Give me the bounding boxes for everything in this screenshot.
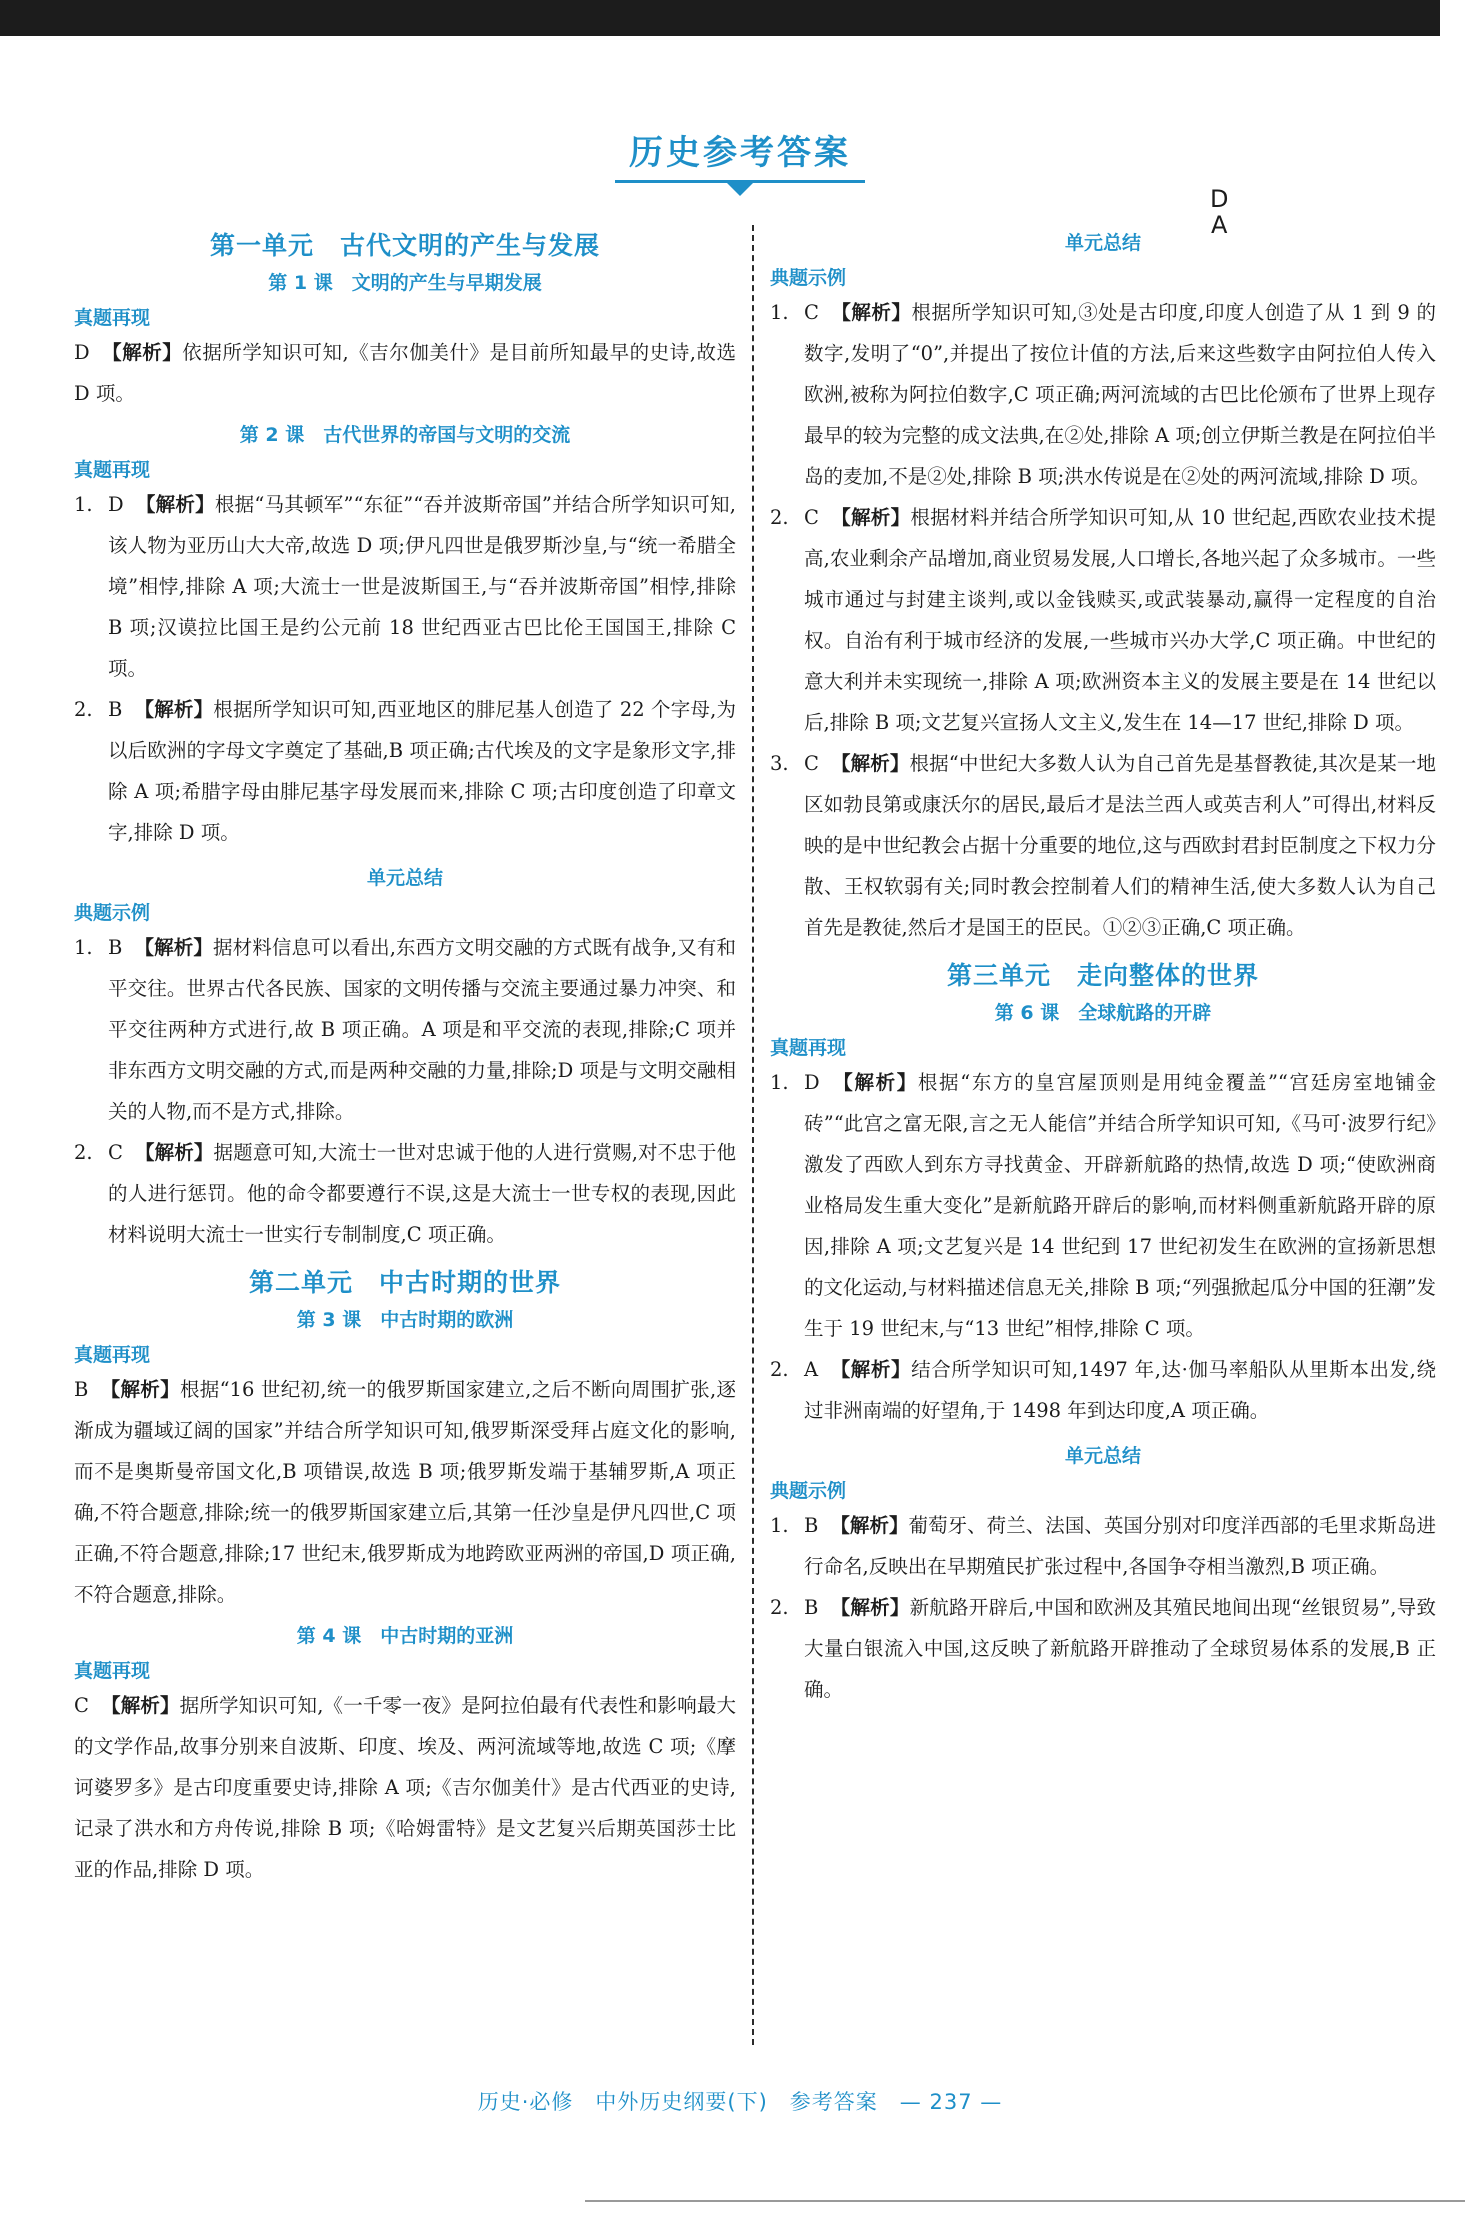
section-label: 典题示例 (770, 1480, 847, 1502)
unit-summary-heading: 单元总结 (1064, 232, 1141, 254)
analysis-label: 【解析】 (831, 1071, 918, 1094)
analysis-text: 根据“16 世纪初,统一的俄罗斯国家建立,之后不断向周围扩张,逐渐成为疆域辽阔的国家”并结合所学知识可知,俄罗斯深受拜占庭文化的影响,而不是奥斯曼帝国文化,B 项错误,故选 B 项;俄罗斯发端于基辅罗斯,A 项正确,不符合题意,排除;统一的俄罗斯国家建立后,其第一任沙皇是伊凡四世,C 项正确,不符合题意,排除;17 世纪末,俄罗斯成为地跨欧亚两洲的帝国,D 项正确,不符合题意,排除。 (74, 1378, 736, 1606)
item-number: 2. (770, 1596, 789, 1619)
analysis-label: 【解析】 (830, 752, 910, 775)
item-number: 1. (74, 936, 93, 959)
item-number: 3. (770, 752, 789, 775)
answer-letter: C (804, 752, 819, 775)
analysis-label: 【解析】 (100, 1378, 180, 1401)
top-scan-bar (0, 0, 1480, 36)
analysis-label: 【解析】 (134, 936, 214, 959)
section-label: 真题再现 (74, 1660, 151, 1682)
answer-letter: D (74, 341, 90, 364)
section-label: 真题再现 (74, 307, 151, 329)
answer-item (770, 497, 1436, 743)
answer-letter: B (108, 698, 123, 721)
analysis-text: 依据所学知识可知,《吉尔伽美什》是目前所知最早的史诗,故选 D 项。 (74, 341, 736, 405)
item-number: 1. (770, 301, 789, 324)
answer-item (74, 1685, 736, 1890)
answer-letter: C (804, 506, 819, 529)
top-scan-edge (1440, 0, 1480, 36)
answer-item (770, 1505, 1436, 1587)
analysis-text: 据题意可知,大流士一世对忠诚于他的人进行赏赐,对不忠于他的人进行惩罚。他的命令都要遵行不误,这是大流士一世专权的表现,因此材料说明大流士一世实行专制制度,C 项正确。 (108, 1141, 736, 1246)
answer-item (74, 484, 736, 689)
bottom-scan-line (585, 2200, 1465, 2202)
analysis-text: 葡萄牙、荷兰、法国、英国分别对印度洋西部的毛里求斯岛进行命名,反映出在早期殖民扩张过程中,各国争夺相当激烈,B 项正确。 (804, 1514, 1436, 1578)
answer-item (770, 1349, 1436, 1431)
right-column (770, 218, 1436, 1710)
analysis-text: 根据“中世纪大多数人认为自己首先是基督教徒,其次是某一地区如勃艮第或康沃尔的居民,最后才是法兰西人或英吉利人”可得出,材料反映的是中世纪教会占据十分重要的地位,这与西欧封君封臣制度之下权力分散、王权软弱有关;同时教会控制着人们的精神生活,使大多数人认为自己首先是教徒,然后才是国王的臣民。①②③正确,C 项正确。 (804, 752, 1436, 939)
lesson-heading: 第 4 课 中古时期的亚洲 (296, 1625, 514, 1647)
answer-letter: C (74, 1694, 89, 1717)
answer-letter: C (108, 1141, 123, 1164)
analysis-label: 【解析】 (100, 1694, 180, 1717)
corner-mark-line: D (1210, 185, 1229, 213)
section-label: 真题再现 (770, 1037, 847, 1059)
column-divider (752, 225, 754, 2045)
item-number: 1. (770, 1514, 789, 1537)
unit-heading: 第三单元 走向整体的世界 (946, 961, 1259, 990)
analysis-label: 【解析】 (830, 301, 912, 324)
analysis-text: 据材料信息可以看出,东西方文明交融的方式既有战争,又有和平交往。世界古代各民族、国家的文明传播与交流主要通过暴力冲突、和平交往两种方式进行,故 B 项正确。A 项是和平交流的表现,排除;C 项并非东西方文明交融的方式,而是两种交融的力量,排除;D 项是与文明交融相关的人物,而不是方式,排除。 (108, 936, 736, 1123)
item-number: 2. (74, 698, 93, 721)
title-pointer-icon (727, 183, 753, 196)
corner-mark-line: A (1211, 211, 1228, 239)
answer-item (770, 292, 1436, 497)
item-number: 1. (74, 493, 93, 516)
answer-letter: B (108, 936, 123, 959)
unit-heading: 第一单元 古代文明的产生与发展 (209, 231, 600, 260)
analysis-label: 【解析】 (830, 1358, 912, 1381)
answer-item (74, 927, 736, 1132)
page-header (0, 125, 1480, 183)
section-label: 典题示例 (74, 902, 151, 924)
item-number: 1. (770, 1071, 789, 1094)
analysis-text: 根据所学知识可知,③处是古印度,印度人创造了从 1 到 9 的数字,发明了“0”,并提出了按位计值的方法,后来这些数字由阿拉伯人传入欧洲,被称为阿拉伯数字,C 项正确;两河流域的古巴比伦颁布了世界上现存最早的较为完整的成文法典,在②处,排除 A 项;创立伊斯兰教是在阿拉伯半岛的麦加,不是②处,排除 B 项;洪水传说是在②处的两河流域,排除 D 项。 (804, 301, 1436, 488)
answer-letter: D (804, 1071, 820, 1094)
analysis-text: 根据所学知识可知,西亚地区的腓尼基人创造了 22 个字母,为以后欧洲的字母文字奠定了基础,B 项正确;古代埃及的文字是象形文字,排除 A 项;希腊字母由腓尼基字母发展而来,排除 C 项;古印度创造了印章文字,排除 D 项。 (108, 698, 736, 844)
analysis-text: 根据材料并结合所学知识可知,从 10 世纪起,西欧农业技术提高,农业剩余产品增加,商业贸易发展,人口增长,各地兴起了众多城市。一些城市通过与封建主谈判,或以金钱赎买,或武装暴动,赢得一定程度的自治权。自治有利于城市经济的发展,一些城市兴办大学,C 项正确。中世纪的意大利并未实现统一,排除 A 项;欧洲资本主义的发展主要是在 14 世纪以后,排除 B 项;文艺复兴宣扬人文主义,发生在 14—17 世纪,排除 D 项。 (804, 506, 1436, 734)
lesson-heading: 第 6 课 全球航路的开辟 (994, 1002, 1212, 1024)
answer-item (74, 689, 736, 853)
left-column (74, 218, 736, 1890)
answer-item (770, 1062, 1436, 1349)
section-label: 真题再现 (74, 459, 151, 481)
answer-letter: D (108, 493, 124, 516)
analysis-label: 【解析】 (830, 1514, 909, 1537)
analysis-text: 根据“马其顿军”“东征”“吞并波斯帝国”并结合所学知识可知,该人物为亚历山大大帝,故选 D 项;伊凡四世是俄罗斯沙皇,与“统一希腊全境”相悖,排除 A 项;大流士一世是波斯国王,与“吞并波斯帝国”相悖,排除 B 项;汉谟拉比国王是约公元前 18 世纪西亚古巴比伦王国国王,排除 C 项。 (108, 493, 736, 680)
answer-letter: A (804, 1358, 819, 1381)
unit-summary-heading: 单元总结 (1064, 1445, 1141, 1467)
analysis-label: 【解析】 (830, 506, 911, 529)
analysis-label: 【解析】 (134, 698, 214, 721)
analysis-label: 【解析】 (830, 1596, 910, 1619)
answer-letter: C (804, 301, 819, 324)
lesson-heading: 第 3 课 中古时期的欧洲 (296, 1309, 514, 1331)
answer-item (74, 1369, 736, 1615)
analysis-text: 结合所学知识可知,1497 年,达·伽马率船队从里斯本出发,绕过非洲南端的好望角,于 1498 年到达印度,A 项正确。 (804, 1358, 1436, 1422)
analysis-text: 根据“东方的皇宫屋顶则是用纯金覆盖”“宫廷房室地铺金砖”“此宫之富无限,言之无人能信”并结合所学知识可知,《马可·波罗行纪》激发了西欧人到东方寻找黄金、开辟新航路的热情,故选 D 项;“使欧洲商业格局发生重大变化”是新航路开辟后的影响,而材料侧重新航路开辟的原因,排除 A 项;文艺复兴是 14 世纪到 17 世纪初发生在欧洲的宣扬新思想的文化运动,与材料描述信息无关,排除 B 项;“列强掀起瓜分中国的狂潮”发生于 19 世纪末,与“13 世纪”相悖,排除 C 项。 (804, 1071, 1436, 1340)
answer-item (74, 332, 736, 414)
answer-letter: B (804, 1514, 819, 1537)
lesson-heading: 第 1 课 文明的产生与早期发展 (268, 272, 542, 294)
item-number: 2. (74, 1141, 93, 1164)
page-title: 历史参考答案 (615, 125, 865, 183)
section-label: 真题再现 (74, 1344, 151, 1366)
analysis-label: 【解析】 (101, 341, 183, 364)
analysis-text: 新航路开辟后,中国和欧洲及其殖民地间出现“丝银贸易”,导致大量白银流入中国,这反映了新航路开辟推动了全球贸易体系的发展,B 正确。 (804, 1596, 1436, 1701)
analysis-label: 【解析】 (135, 493, 215, 516)
lesson-heading: 第 2 课 古代世界的帝国与文明的交流 (239, 424, 571, 446)
page-footer: 历史·必修 中外历史纲要(下) 参考答案 — 237 — (477, 2090, 1003, 2114)
answer-item (770, 1587, 1436, 1710)
analysis-text: 据所学知识可知,《一千零一夜》是阿拉伯最有代表性和影响最大的文学作品,故事分别来自波斯、印度、埃及、两河流域等地,故选 C 项;《摩诃婆罗多》是古印度重要史诗,排除 A 项;《吉尔伽美什》是古代西亚的史诗,记录了洪水和方舟传说,排除 B 项;《哈姆雷特》是文艺复兴后期英国莎士比亚的作品,排除 D 项。 (74, 1694, 736, 1881)
item-number: 2. (770, 506, 789, 529)
answer-letter: B (74, 1378, 89, 1401)
answer-item (74, 1132, 736, 1255)
answer-letter: B (804, 1596, 819, 1619)
unit-summary-heading: 单元总结 (366, 867, 443, 889)
unit-heading: 第二单元 中古时期的世界 (248, 1268, 561, 1297)
section-label: 典题示例 (770, 267, 847, 289)
item-number: 2. (770, 1358, 789, 1381)
answer-item (770, 743, 1436, 948)
analysis-label: 【解析】 (134, 1141, 214, 1164)
